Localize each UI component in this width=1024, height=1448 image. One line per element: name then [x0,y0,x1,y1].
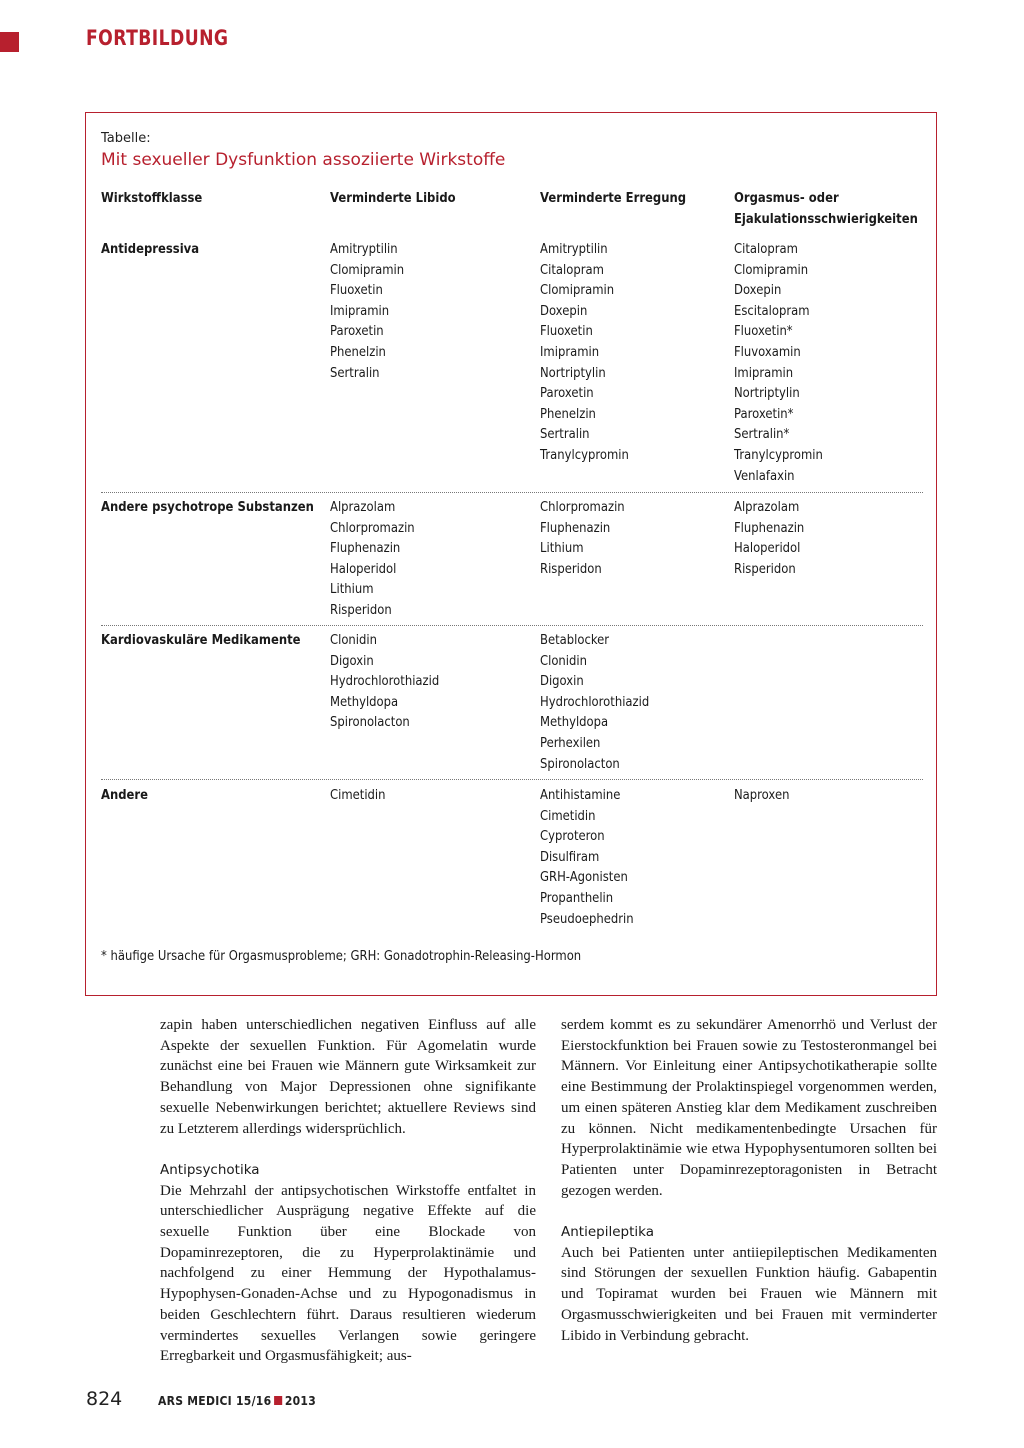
drug-item: Venlafaxin [734,467,795,484]
drug-item: Fluoxetin [330,282,383,299]
text-column-left [160,1015,536,1367]
drug-item: Fluphenazin [734,519,805,536]
paragraph: zapin haben unterschiedlichen negativen Einfluss auf alle Aspekte der sexuellen Funktion. Für Agomelatin wurde zunächst eine bei Frauen wie Männern gute Wirksamkeit zur Behandlung von Major Depressionen ohne signifikante sexuelle Nebenwirkungen berichtet; aktuellere Reviews sind zu Letzterem allerdings widersprüchlich. [160,1017,536,1137]
drug-item: GRH-Agonisten [540,869,628,886]
header-libido: Verminderte Libido [330,190,456,206]
drug-item: Spironolacton [540,755,620,772]
table-frame [85,112,937,996]
drug-class-label: Antidepressiva [101,241,200,257]
drug-item: Tranylcypromin [734,447,823,463]
table-title: Mit sexueller Dysfunktion assoziierte Wirkstoffe [101,150,506,170]
section-marker [0,32,19,52]
drug-item: Phenelzin [540,405,596,422]
drug-item: Fluphenazin [540,519,611,536]
drug-item: Imipramin [540,344,600,360]
drug-item: Nortriptylin [540,364,606,381]
drug-item: Naproxen [734,787,790,803]
drug-item: Spironolacton [330,714,410,731]
paragraph: Auch bei Patienten unter antiiepileptischen Medikamenten sind Störungen der sexuellen Funktion häufig. Gabapentin und Topiramat wurden bei Frauen wie Männern mit Orgasmusschwierigkeiten und bei Frauen mit verminderter Libido in Verbindung gebracht. [561,1244,937,1344]
drug-item: Paroxetin [540,385,594,402]
drug-item: Clonidin [540,652,587,669]
drug-item: Fluoxetin [540,323,593,340]
drug-item: Risperidon [734,560,796,577]
drug-item: Cyproteron [540,828,605,845]
drug-item: Imipramin [734,364,794,381]
drug-item: Haloperidol [734,540,801,557]
page-number: 824 [86,1388,123,1410]
drug-item: Fluphenazin [330,540,401,557]
drug-item: Clomipramin [540,282,615,299]
drug-item: Cimetidin [330,787,386,803]
drug-item: Paroxetin [330,323,384,340]
drug-item: Disulfiram [540,848,600,865]
table-label: Tabelle: [101,131,151,146]
drug-item: Sertralin* [734,426,790,443]
drug-item: Fluoxetin* [734,323,793,340]
drug-item: Betablocker [540,632,610,648]
subheading-antiepileptika: Antiepileptika [561,1224,654,1241]
drug-item: Perhexilen [540,735,601,751]
drug-item: Clonidin [330,632,377,648]
journal-year: 2013 [284,1394,317,1408]
drug-item: Methyldopa [540,714,609,731]
drug-item: Chlorpromazin [540,499,625,515]
drug-item: Hydrochlorothiazid [540,693,650,710]
drug-item: Propanthelin [540,890,614,906]
drug-item: Lithium [540,540,584,557]
drug-item: Methyldopa [330,693,399,710]
drug-item: Clomipramin [734,261,809,278]
paragraph: Die Mehrzahl der antipsychotischen Wirkstoffe entfaltet in unterschiedlicher Ausprägung negative Effekte auf die sexuelle Funktion über eine Blockade von Dopaminrezeptoren, die zu Hyperprolaktinämie und nachfolgend zu einer Hemmung der Hypothalamus-Hypophysen-Gonaden-Achse und zu Hypogonadismus in beiden Geschlechtern führt. Daraus resultieren wiederum vermindertes sexuelles Verlangen sowie geringere Erregbarkeit und Orgasmusfähigkeit; aus- [160,1182,536,1365]
drug-item: Nortriptylin [734,385,800,402]
row-divider [101,779,923,780]
drug-item: Clomipramin [330,261,405,278]
drug-item: Digoxin [330,652,374,669]
drug-item: Amitryptilin [540,241,608,257]
text-column-right [561,1015,937,1346]
drug-item: Risperidon [330,602,392,618]
drug-item: Citalopram [734,241,798,257]
section-title: FORTBILDUNG [86,26,229,50]
drug-item: Sertralin [330,364,380,381]
header-erregung: Verminderte Erregung [540,190,687,206]
drug-item: Cimetidin [540,807,596,824]
row-divider [101,492,923,493]
subheading-antipsychotika: Antipsychotika [160,1161,260,1178]
drug-item: Doxepin [734,282,782,299]
paragraph: serdem kommt es zu sekundärer Amenorrhö und Verlust der Eierstockfunktion bei Frauen sowie zu Testosteronmangel bei Männern. Vor Einleitung einer Antipsychotikatherapie sollte eine Bestimmung der Prolaktinspiegel vorgenommen werden, um einen späteren Anstieg klar dem Medikament zuschreiben zu können. Nicht medikamentenbedingte Ursachen für Hyperprolaktinämie wie etwa Hypophysentumoren sollten bei Patienten unter Dopaminrezeptoragonisten in Betracht gezogen werden. [561,1017,937,1199]
drug-item: Sertralin [540,426,590,443]
drug-item: Citalopram [540,261,604,278]
drug-class-label: Andere [101,787,149,803]
drug-item: Pseudoephedrin [540,910,634,927]
drug-item: Alprazolam [734,499,800,515]
drug-item: Hydrochlorothiazid [330,673,440,690]
drug-class-label: Andere psychotrope Substanzen [101,499,314,515]
row-divider [101,625,923,626]
drug-item: Antihistamine [540,787,621,803]
drug-item: Alprazolam [330,499,396,515]
drug-item: Doxepin [540,302,588,319]
table-footnote: * häufige Ursache für Orgasmusprobleme; GRH: Gonadotrophin-Releasing-Hormon [101,948,582,964]
drug-item: Imipramin [330,302,390,319]
drug-item: Tranylcypromin [540,447,629,463]
drug-item: Fluvoxamin [734,344,801,360]
drug-item: Phenelzin [330,344,386,360]
journal-info [158,1394,316,1408]
drug-item: Chlorpromazin [330,519,415,536]
header-wirkstoffklasse: Wirkstoffklasse [101,190,203,206]
drug-class-label: Kardiovaskuläre Medikamente [101,632,301,648]
drug-item: Lithium [330,581,374,598]
drug-item: Digoxin [540,673,584,690]
square-separator-icon [274,1396,282,1405]
journal-name: ARS MEDICI 15/16 [158,1394,272,1408]
drug-item: Paroxetin* [734,405,794,422]
header-orgasmus: Orgasmus- oder Ejakulationsschwierigkeiten [734,190,918,227]
drug-item: Amitryptilin [330,241,398,257]
drug-item: Escitalopram [734,302,810,319]
drug-item: Risperidon [540,560,602,577]
drug-item: Haloperidol [330,560,397,577]
